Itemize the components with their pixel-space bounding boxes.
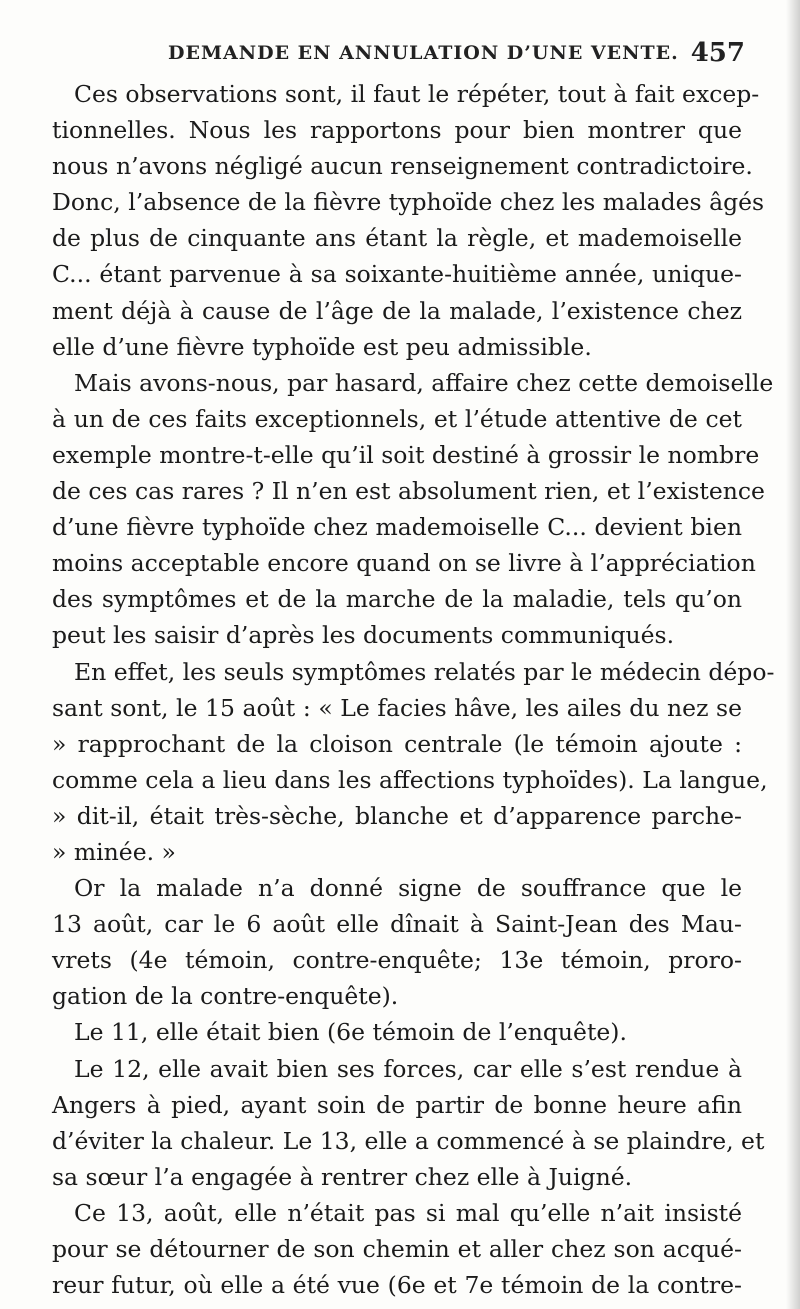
text-line: pour se détourner de son chemin et aller chez son acqué- bbox=[52, 1235, 742, 1263]
text-line: » rapprochant de la cloison centrale (le témoin ajoute : bbox=[52, 729, 742, 758]
text-line: des symptômes et de la marche de la maladie, tels qu’on bbox=[52, 585, 742, 614]
text-line: sant sont, le 15 août : « Le facies hâve, les ailes du nez se bbox=[52, 693, 742, 722]
page-header bbox=[70, 38, 745, 78]
text-line: de ces cas rares ? Il n’en est absolument rien, et l’existence bbox=[52, 477, 765, 506]
text-line: exemple montre-t-elle qu’il soit destiné à grossir le nombre bbox=[52, 440, 760, 469]
text-line: En effet, les seuls symptômes relatés par le médecin dépo- bbox=[74, 657, 775, 686]
text-line: reur futur, où elle a été vue (6e et 7e témoin de la contre- bbox=[52, 1271, 742, 1300]
text-line: comme cela a lieu dans les affections typhoïdes). La langue, bbox=[52, 765, 768, 794]
body-text bbox=[52, 76, 775, 1303]
text-line: Or la malade n’a donné signe de souffrance que le bbox=[74, 874, 742, 903]
text-line: elle d’une fièvre typhoïde est peu admissible. bbox=[52, 332, 592, 361]
page-edge-shadow bbox=[786, 0, 800, 1309]
text-line: vrets (4e témoin, contre-enquête; 13e témoin, proro- bbox=[52, 946, 742, 975]
text-line: gation de la contre-enquête). bbox=[52, 982, 399, 1011]
text-line: Ces observations sont, il faut le répéter, tout à fait excep- bbox=[74, 80, 760, 108]
text-line: d’une fièvre typhoïde chez mademoiselle C... devient bien bbox=[52, 513, 742, 542]
text-line: à un de ces faits exceptionnels, et l’étude attentive de cet bbox=[52, 404, 742, 433]
text-line: ment déjà à cause de l’âge de la malade, l’existence chez bbox=[52, 296, 742, 325]
text-line: Le 11, elle était bien (6e témoin de l’enquête). bbox=[74, 1018, 627, 1047]
text-line: tionnelles. Nous les rapportons pour bien montrer que bbox=[52, 116, 742, 145]
text-line: Donc, l’absence de la fièvre typhoïde chez les malades âgés bbox=[52, 188, 765, 217]
text-line: Ce 13, août, elle n’était pas si mal qu’elle n’ait insisté bbox=[74, 1198, 742, 1227]
text-line: » minée. » bbox=[52, 837, 176, 866]
text-line: Le 12, elle avait bien ses forces, car elle s’est rendue à bbox=[74, 1054, 742, 1083]
text-line: moins acceptable encore quand on se livre à l’appréciation bbox=[52, 549, 756, 578]
running-head: DEMANDE EN ANNULATION D’UNE VENTE. bbox=[168, 42, 679, 64]
text-line: C... étant parvenue à sa soixante-huitième année, unique- bbox=[52, 260, 742, 289]
page-number: 457 bbox=[690, 38, 745, 68]
text-line: sa sœur l’a engagée à rentrer chez elle à Juigné. bbox=[52, 1162, 633, 1191]
text-line: 13 août, car le 6 août elle dînait à Saint-Jean des Mau- bbox=[52, 910, 742, 939]
text-line: de plus de cinquante ans étant la règle, et mademoiselle bbox=[52, 224, 742, 253]
text-line: Mais avons-nous, par hasard, affaire chez cette demoiselle bbox=[74, 368, 774, 397]
text-line: d’éviter la chaleur. Le 13, elle a commencé à se plaindre, et bbox=[52, 1126, 765, 1155]
text-line: nous n’avons négligé aucun renseignement contradictoire. bbox=[52, 152, 753, 181]
text-line: » dit-il, était très-sèche, blanche et d’apparence parche- bbox=[52, 801, 742, 830]
text-line: peut les saisir d’après les documents communiqués. bbox=[52, 621, 675, 650]
text-line: Angers à pied, ayant soin de partir de bonne heure afin bbox=[52, 1090, 742, 1119]
